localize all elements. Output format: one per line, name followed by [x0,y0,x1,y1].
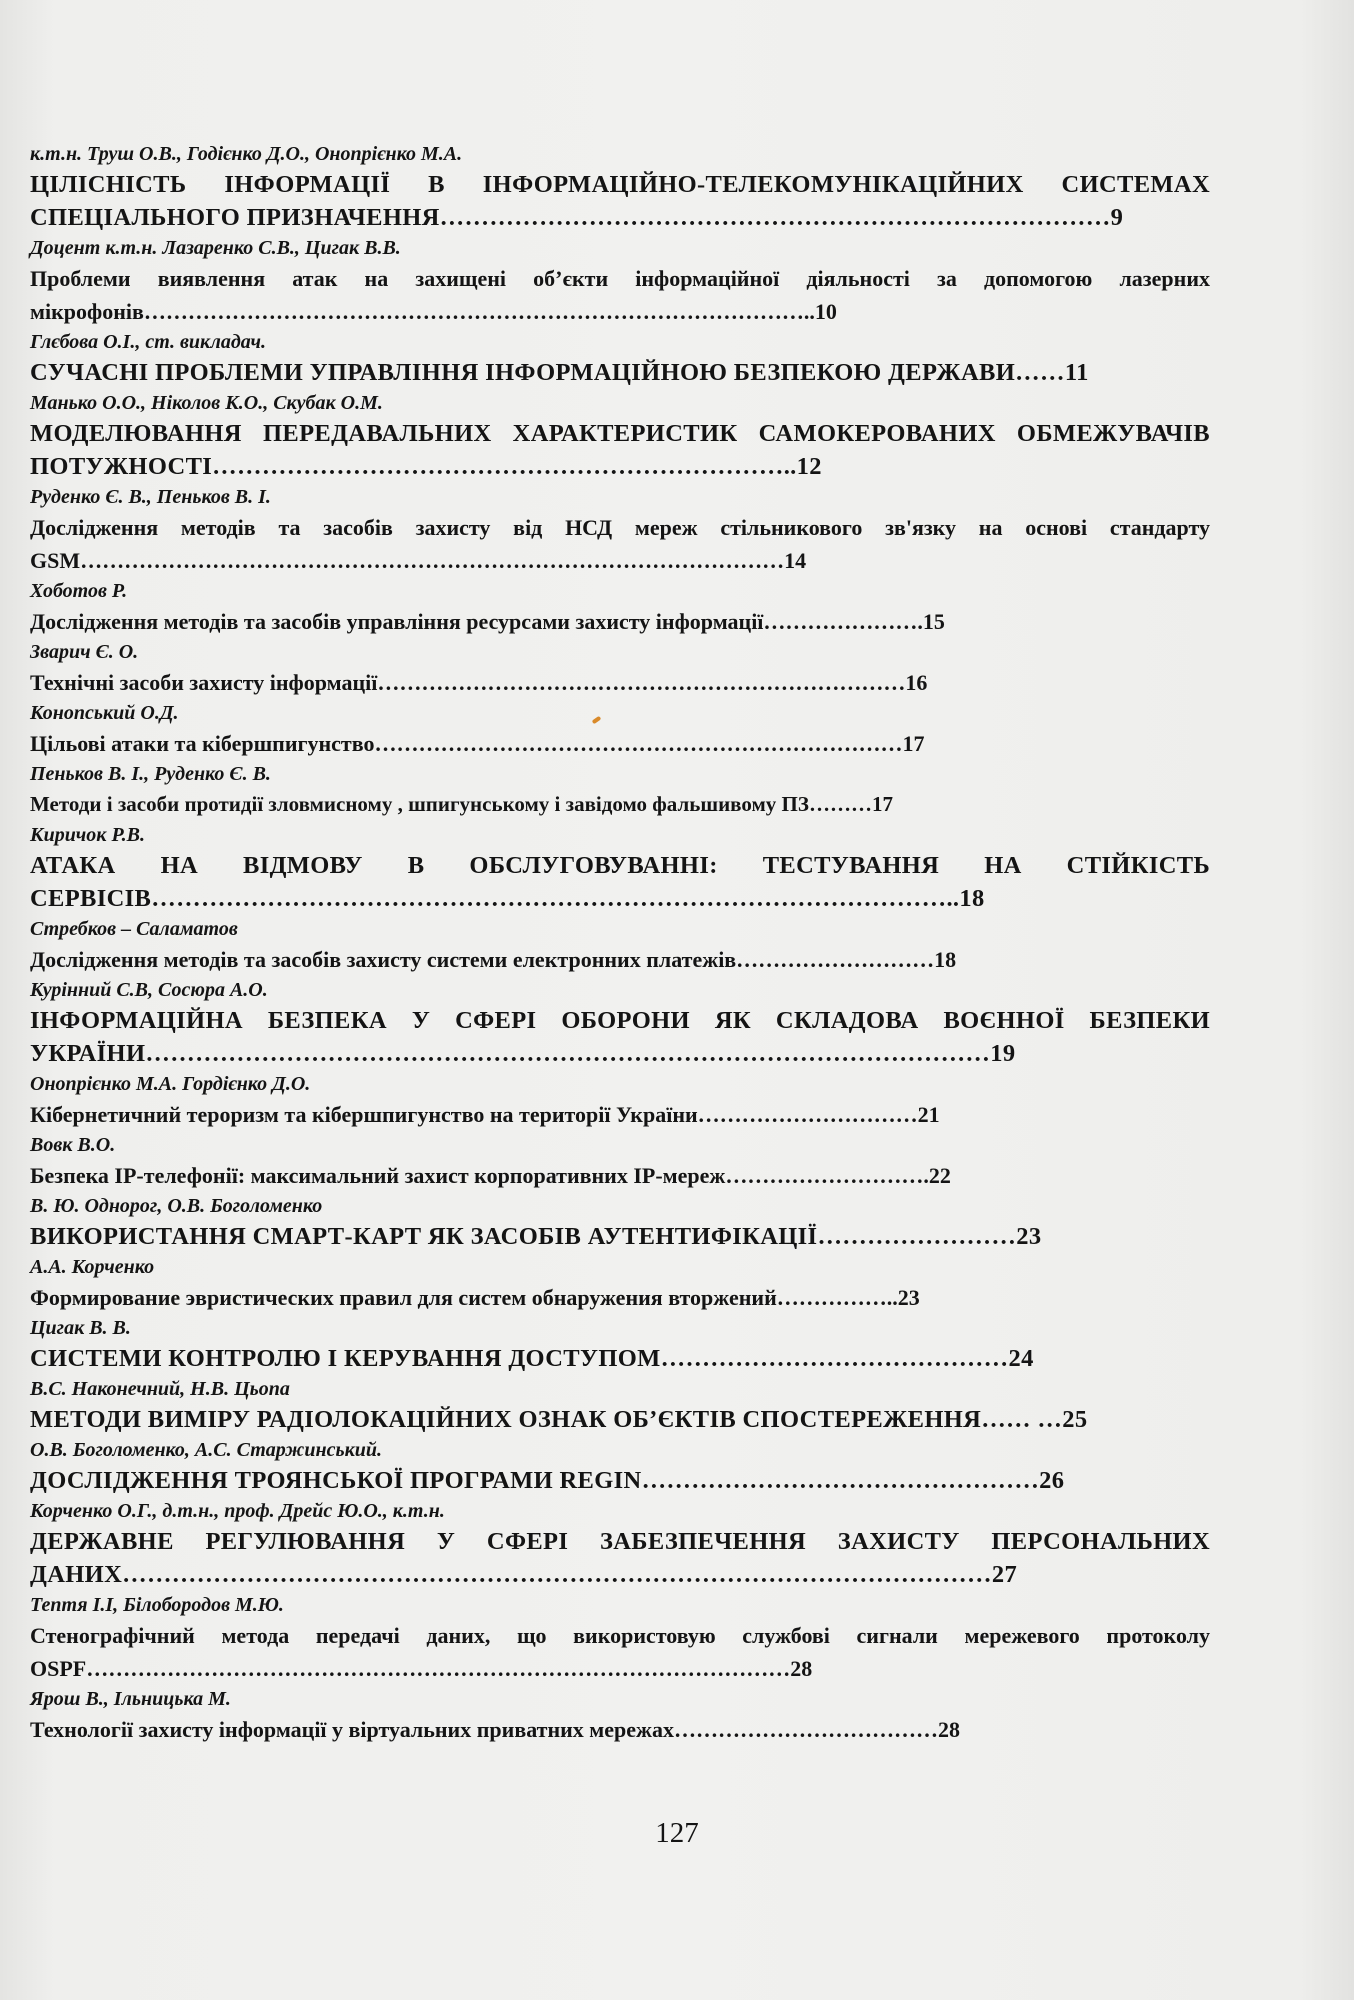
toc-entry [30,915,1210,976]
toc-title[interactable]: Дослідження методів та засобів захисту від НСД мереж стільникового зв'язку на основі стандарту GSM……………………………………………………………………………………14 [30,515,1210,573]
toc-entry [30,1497,1210,1591]
toc-entry [30,483,1210,577]
toc-title[interactable]: Проблеми виявлення атак на захищені об’єкти інформаційної діяльності за допомогою лазерних мікрофонів………………………………………………………………………………..10 [30,266,1210,324]
toc-title[interactable]: Технології захисту інформації у віртуальних приватних мережах………………………………28 [30,1717,960,1742]
toc-authors: Корченко О.Г., д.т.н., проф. Дрейс Ю.О., к.т.н. [30,1500,445,1522]
toc-title[interactable]: Безпека IP-телефонії: максимальний захист корпоративних IP-мереж……………………….22 [30,1163,951,1188]
toc-title[interactable]: Кібернетичний тероризм та кібершпигунство на території України…………………………21 [30,1102,940,1127]
toc-title[interactable]: СИСТЕМИ КОНТРОЛЮ І КЕРУВАННЯ ДОСТУПОМ……………………………………24 [30,1345,1034,1372]
toc-authors: Хоботов Р. [30,580,128,602]
toc-entry [30,577,1210,638]
toc-authors: Вовк В.О. [30,1134,116,1156]
toc-title[interactable]: МОДЕЛЮВАННЯ ПЕРЕДАВАЛЬНИХ ХАРАКТЕРИСТИК САМОКЕРОВАНИХ ОБМЕЖУВАЧІВ ПОТУЖНОСТІ……………………………………………………………..12 [30,420,1210,480]
toc-authors: Глєбова О.І., ст. викладач. [30,331,267,353]
toc-authors: Онопрієнко М.А. Гордієнко Д.О. [30,1073,311,1095]
toc-entry [30,1591,1210,1685]
toc-entry [30,1131,1210,1192]
toc-authors: Тептя І.І, Білобородов М.Ю. [30,1594,284,1616]
toc-title[interactable]: Стенографічний метода передачі даних, що використовую службові сигнали мережевого протоколу OSPF……………………………………………………………………………………28 [30,1623,1210,1681]
toc-entry [30,976,1210,1070]
toc-entry [30,760,1210,821]
toc-authors: В.С. Наконечний, Н.В. Цьопа [30,1378,290,1400]
toc-title[interactable]: Дослідження методів та засобів захисту системи електронних платежів………………………18 [30,947,957,972]
toc-title[interactable]: ДОСЛІДЖЕННЯ ТРОЯНСЬКОЇ ПРОГРАМИ REGIN…………………………………………26 [30,1467,1065,1494]
toc-title[interactable]: МЕТОДИ ВИМІРУ РАДІОЛОКАЦІЙНИХ ОЗНАК ОБ’ЄКТІВ СПОСТЕРЕЖЕННЯ…… …25 [30,1406,1088,1433]
toc-authors: Ярош В., Ільницька М. [30,1688,231,1710]
toc-entry [30,1070,1210,1131]
toc-entry [30,328,1210,389]
toc-authors: Зварич Є. О. [30,641,139,663]
toc-entry [30,821,1210,915]
toc-title[interactable]: СУЧАСНІ ПРОБЛЕМИ УПРАВЛІННЯ ІНФОРМАЦІЙНОЮ БЕЗПЕКОЮ ДЕРЖАВИ……11 [30,359,1089,386]
toc-title[interactable]: Формирование эвристических правил для систем обнаружения вторжений……………..23 [30,1285,920,1310]
toc-title[interactable]: ДЕРЖАВНЕ РЕГУЛЮВАННЯ У СФЕРІ ЗАБЕЗПЕЧЕННЯ ЗАХИСТУ ПЕРСОНАЛЬНИХ ДАНИХ……………………………………………………………………………………………27 [30,1528,1210,1588]
toc-authors: Пеньков В. І., Руденко Є. В. [30,763,271,785]
toc-title[interactable]: Дослідження методів та засобів управління ресурсами захисту інформації………………….15 [30,609,945,634]
toc-entry [30,1314,1210,1375]
toc-authors: Цигак В. В. [30,1317,131,1339]
toc-entry [30,140,1210,234]
toc-entry [30,1685,1210,1746]
toc-authors: О.В. Боголоменко, А.С. Старжинський. [30,1439,382,1461]
toc-title[interactable]: ЦІЛІСНІСТЬ ІНФОРМАЦІЇ В ІНФОРМАЦІЙНО-ТЕЛЕКОМУНІКАЦІЙНИХ СИСТЕМАХ СПЕЦІАЛЬНОГО ПРИЗНАЧЕННЯ………………………………………………………………………9 [30,171,1210,231]
toc-authors: к.т.н. Труш О.В., Годієнко Д.О., Онопрієнко М.А. [30,143,463,165]
toc-entry [30,1192,1210,1253]
toc-authors: Киричок Р.В. [30,824,145,846]
toc-title[interactable]: ВИКОРИСТАННЯ СМАРТ-КАРТ ЯК ЗАСОБІВ АУТЕНТИФІКАЦІЇ……………………23 [30,1223,1042,1250]
toc-entry [30,1375,1210,1436]
toc-authors: Манько О.О., Ніколов К.О., Скубак О.М. [30,392,383,414]
table-of-contents [30,140,1210,1746]
toc-authors: А.А. Корченко [30,1256,155,1278]
toc-authors: В. Ю. Однорог, О.В. Боголоменко [30,1195,323,1217]
toc-entry [30,234,1210,328]
toc-authors: Доцент к.т.н. Лазаренко С.В., Цигак В.В. [30,237,401,259]
page-number: 127 [655,1817,699,1849]
toc-entry [30,1253,1210,1314]
toc-entry [30,638,1210,699]
toc-authors: Руденко Є. В., Пеньков В. І. [30,486,271,508]
toc-entry [30,1436,1210,1497]
toc-title[interactable]: Цільові атаки та кібершпигунство………………………………………………………………17 [30,731,925,756]
toc-entry [30,699,1210,760]
toc-title[interactable]: АТАКА НА ВІДМОВУ В ОБСЛУГОВУВАННІ: ТЕСТУВАННЯ НА СТІЙКІСТЬ СЕРВІСІВ……………………………………………………………………………………..18 [30,852,1210,912]
toc-title[interactable]: ІНФОРМАЦІЙНА БЕЗПЕКА У СФЕРІ ОБОРОНИ ЯК СКЛАДОВА ВОЄННОЇ БЕЗПЕКИ УКРАЇНИ…………………………………………………………………………………………19 [30,1007,1210,1067]
toc-title[interactable]: Методи і засоби протидії зловмисному , шпигунському і завідомо фальшивому ПЗ………17 [30,792,893,816]
toc-title[interactable]: Технічні засоби захисту інформації………………………………………………………………16 [30,670,928,695]
toc-authors: Курінний С.В, Сосюра А.О. [30,979,268,1001]
toc-authors: Стребков – Саламатов [30,918,238,940]
toc-entry [30,389,1210,483]
toc-authors: Конопський О.Д. [30,702,179,724]
